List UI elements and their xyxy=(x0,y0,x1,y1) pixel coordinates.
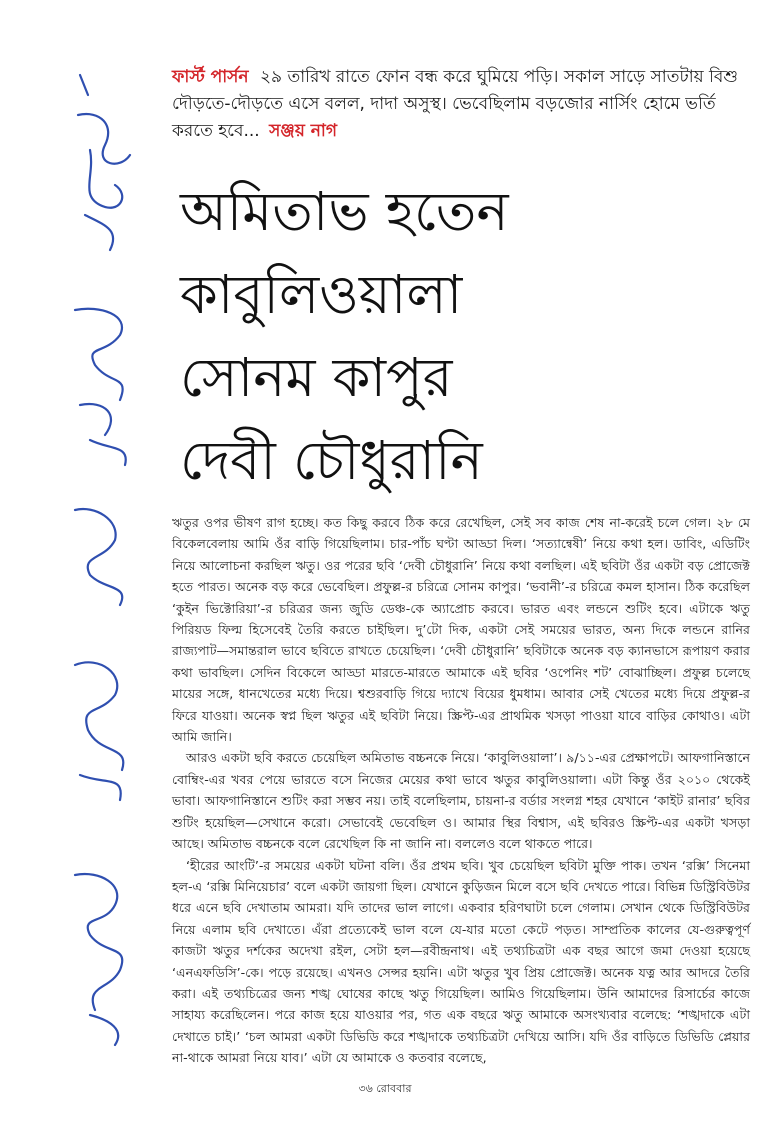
headline xyxy=(180,170,740,502)
headline-line-3: সোনম কাপুর xyxy=(180,346,453,409)
handwriting-scribble-icon xyxy=(60,55,150,1065)
body-paragraph-3: ‘হীরের আংটি’-র সময়ের একটা ঘটনা বলি। ওঁর প্রথম ছবি। খুব চেয়েছিল ছবিটা মুক্তি পাক। তখন ‘রক্সি’ সিনেমা হল-এ ‘রক্সি মিনিয়েচার’ বলে একটা জায়গা ছিল। যেখানে কুড়িজন মিলে বসে ছবি দেখতে পারে। বিভিন্ন ডিস্ট্রিবিউটর ধরে এনে ছবি দেখাতাম আমরা। যদি তাদের ভাল লাগে। একবার হরিণঘাটা চলে গেলাম। সেখান থেকে ডিস্ট্রিবিউটর নিয়ে এলাম ছবি দেখাতে। এঁরা প্রত্যেকেই ভাল বলে যে-যার মতো কেটে পড়ত। সাম্প্রতিক কালের যে-গুরুত্বপূর্ণ কাজটা ঋতুর দর্শকের অদেখা রইল, সেটা হল—রবীন্দ্রনাথ। এই তথ্যচিত্রটা এক বছর আগে জমা দেওয়া হয়েছে ‘এনএফডিসি’-কে। পড়ে রয়েছে। এখনও সেন্সর হয়নি। এটা ঋতুর খুব প্রিয় প্রোজেক্ট। অনেক যত্ন আর আদরে তৈরি করা। এই তথ্যচিত্রের জন্য শঙ্খ ঘোষের কাছে ঋতু গিয়েছিল। আমিও গিয়েছিলাম। উনি আমাদের রিসার্চের কাজে সাহায্য করেছিলেন। পরে কাজ হয়ে যাওয়ার পর, গত এক বছরে ঋতু আমাকে অসংখ্যবার বলেছে: ‘শঙ্খদাকে এটা দেখাতে চাই।’ ‘চল আমরা একটা ডিভিডি করে শঙ্খদাকে তথ্যচিত্রটা দেখিয়ে আসি। যদি ওঁর বাড়িতে ডিভিডি প্লেয়ার না-থাকে আমরা নিয়ে যাব।’ এটা যে আমাকে ও কতবার বলেছে, xyxy=(172,857,750,1066)
author-name: সঞ্জয় নাগ xyxy=(269,121,337,141)
body-paragraph-1: ঋতুর ওপর ভীষণ রাগ হচ্ছে। কত কিছু করবে ঠিক করে রেখেছিল, সেই সব কাজ শেষ না-করেই চলে গেল। ২৮ মে বিকেলবেলায় আমি ওঁর বাড়ি গিয়েছিলাম। চার-পাঁচ ঘণ্টা আড্ডা দিল। ‘সত্যান্বেষী’ নিয়ে কথা হল। ডাবিং, এডিটিং নিয়ে আলোচনা করছিল ঋতু। ওর পরের ছবি ‘দেবী চৌধুরানি’ নিয়ে কথা বলছিল। এই ছবিটা ওঁর একটা বড় প্রোজেক্ট হতে পারত। অনেক বড় করে ভেবেছিল। প্রফুল্ল-র চরিত্রে সোনম কাপুর। ‘ভবানী’-র চরিত্রে কমল হাসান। ঠিক করেছিল ‘কুইন ভিক্টোরিয়া’-র চরিত্রর জন্য জুডি ডেঞ্চ-কে অ্যাপ্রোচ করবে। ভারত এবং লন্ডনে শুটিং হবে। এটাকে ঋতু পিরিয়ড ফিল্ম হিসেবেই তৈরি করতে চাইছিল। দু’টো দিক, একটা সেই সময়ের ভারত, অন্য দিকে লন্ডনে রানির রাজ্যপাট—সমান্তরাল ভাবে ছবিতে রাখতে চেয়েছিল। ‘দেবী চৌধুরানি’ ছবিটাকে অনেক বড় ক্যানভাসে রূপায়ণ করার কথা ভাবছিল। সেদিন বিকেলে আড্ডা মারতে-মারতে আমাকে এই ছবির ‘ওপেনিং শট’ বোঝাচ্ছিল। প্রফুল্ল চলেছে মায়ের সঙ্গে, ধানখেতের মধ্যে দিয়ে। শ্বশুরবাড়ি গিয়ে দ্যাখে বিয়ের ধুমধাম। আবার সেই খেতের মধ্যে দিয়ে প্রফুল্ল-র ফিরে যাওয়া। অনেক স্বপ্ন ছিল ঋতুর এই ছবিটা নিয়ে। স্ক্রিপ্ট-এর প্রাথমিক খসড়া পাওয়া যাবে বাড়ির কোথাও। এটা আমি জানি। xyxy=(172,515,751,745)
intro-blurb xyxy=(172,64,742,145)
page-footer: ৩৬ রোববার xyxy=(358,1082,412,1095)
headline-line-4: দেবী চৌধুরানি xyxy=(180,429,483,492)
headline-line-2: কাবুলিওয়ালা xyxy=(180,263,463,326)
article-body xyxy=(172,512,750,1069)
body-paragraph-2: আরও একটা ছবি করতে চেয়েছিল অমিতাভ বচ্চনকে নিয়ে। ‘কাবুলিওয়ালা’। ৯/১১-এর প্রেক্ষাপটে। আফগানিস্তানে বোম্বিং-এর খবর পেয়ে ভারতে বসে নিজের মেয়ের কথা ভাবে ঋতুর কাবুলিওয়ালা। এটা কিন্তু ওঁর ২০১০ থেকেই ভাবা। আফগানিস্তানে শুটিং করা সম্ভব নয়। তাই বলেছিলাম, চায়না-র বর্ডার সংলগ্ন শহর যেখানে ‘কাইট রানার’ ছবির শুটিং হয়েছিল—সেখানে করো। সেভাবেই ভেবেছিল ও। আমার স্থির বিশ্বাস, এই ছবিরও স্ক্রিপ্ট-এর একটা খসড়া আছে। অমিতাভ বচ্চনকে বলে রেখেছিল কি না জানি না। বললেও বলে থাকতে পারে। xyxy=(172,750,750,852)
handwritten-margin-annotation xyxy=(60,55,150,1065)
intro-text: ২৯ তারিখ রাতে ফোন বন্ধ করে ঘুমিয়ে পড়ি। সকাল সাড়ে সাতটায় বিশু দৌড়তে-দৌড়তে এসে বলল, দাদা অসুস্থ। ভেবেছিলাম বড়জোর নার্সিং হোমে ভর্তি করতে হবে... xyxy=(172,67,739,141)
section-kicker: ফার্স্ট পার্সন xyxy=(172,67,249,87)
headline-line-1: অমিতাভ হতেন xyxy=(180,180,509,243)
